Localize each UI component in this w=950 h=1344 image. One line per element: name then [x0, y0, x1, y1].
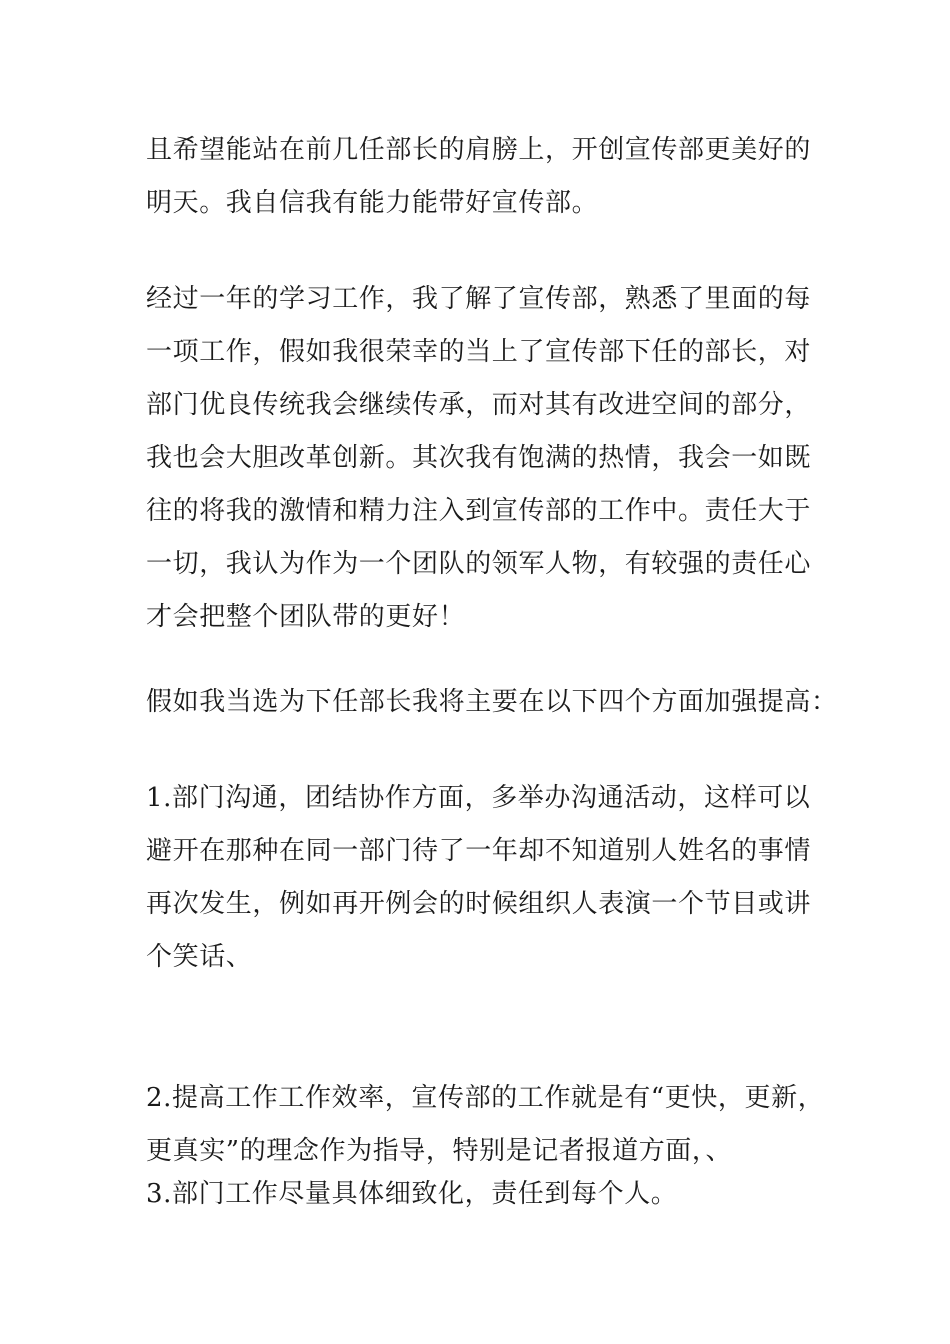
text-line: 再次发生，例如再开例会的时候组织人表演一个节目或讲	[146, 889, 812, 919]
text-line: 部门优良传统我会继续传承，而对其有改进空间的部分，	[146, 390, 812, 420]
list-item-2	[146, 1072, 826, 1178]
text-line: 一切，我认为作为一个团队的领军人物，有较强的责任心	[146, 549, 812, 579]
text-line: 3.部门工作尽量具体细致化，责任到每个人。	[146, 1179, 678, 1209]
paragraph-2	[146, 273, 826, 644]
text-line: 更真实”的理念作为指导，特别是记者报道方面，、	[146, 1136, 733, 1166]
text-line: 1.部门沟通，团结协作方面，多举办沟通活动，这样可以	[146, 783, 811, 813]
list-item-3	[146, 1168, 826, 1221]
text-line: 一项工作，假如我很荣幸的当上了宣传部下任的部长，对	[146, 337, 812, 367]
text-line: 避开在那种在同一部门待了一年却不知道别人姓名的事情	[146, 836, 812, 866]
text-line: 2.提高工作工作效率，宣传部的工作就是有“更快，更新，	[146, 1083, 825, 1113]
list-item-1	[146, 772, 826, 984]
text-line: 经过一年的学习工作，我了解了宣传部，熟悉了里面的每	[146, 284, 812, 314]
text-line: 往的将我的激情和精力注入到宣传部的工作中。责任大于	[146, 496, 812, 526]
text-line: 个笑话、	[146, 942, 253, 972]
text-line: 才会把整个团队带的更好！	[146, 602, 466, 632]
text-line: 我也会大胆改革创新。其次我有饱满的热情，我会一如既	[146, 443, 812, 473]
text-line: 明天。我自信我有能力能带好宣传部。	[146, 188, 599, 218]
text-line: 且希望能站在前几任部长的肩膀上，开创宣传部更美好的	[146, 135, 812, 165]
paragraph-3	[146, 676, 838, 729]
paragraph-1	[146, 124, 826, 230]
text-line: 假如我当选为下任部长我将主要在以下四个方面加强提高：	[146, 687, 838, 717]
